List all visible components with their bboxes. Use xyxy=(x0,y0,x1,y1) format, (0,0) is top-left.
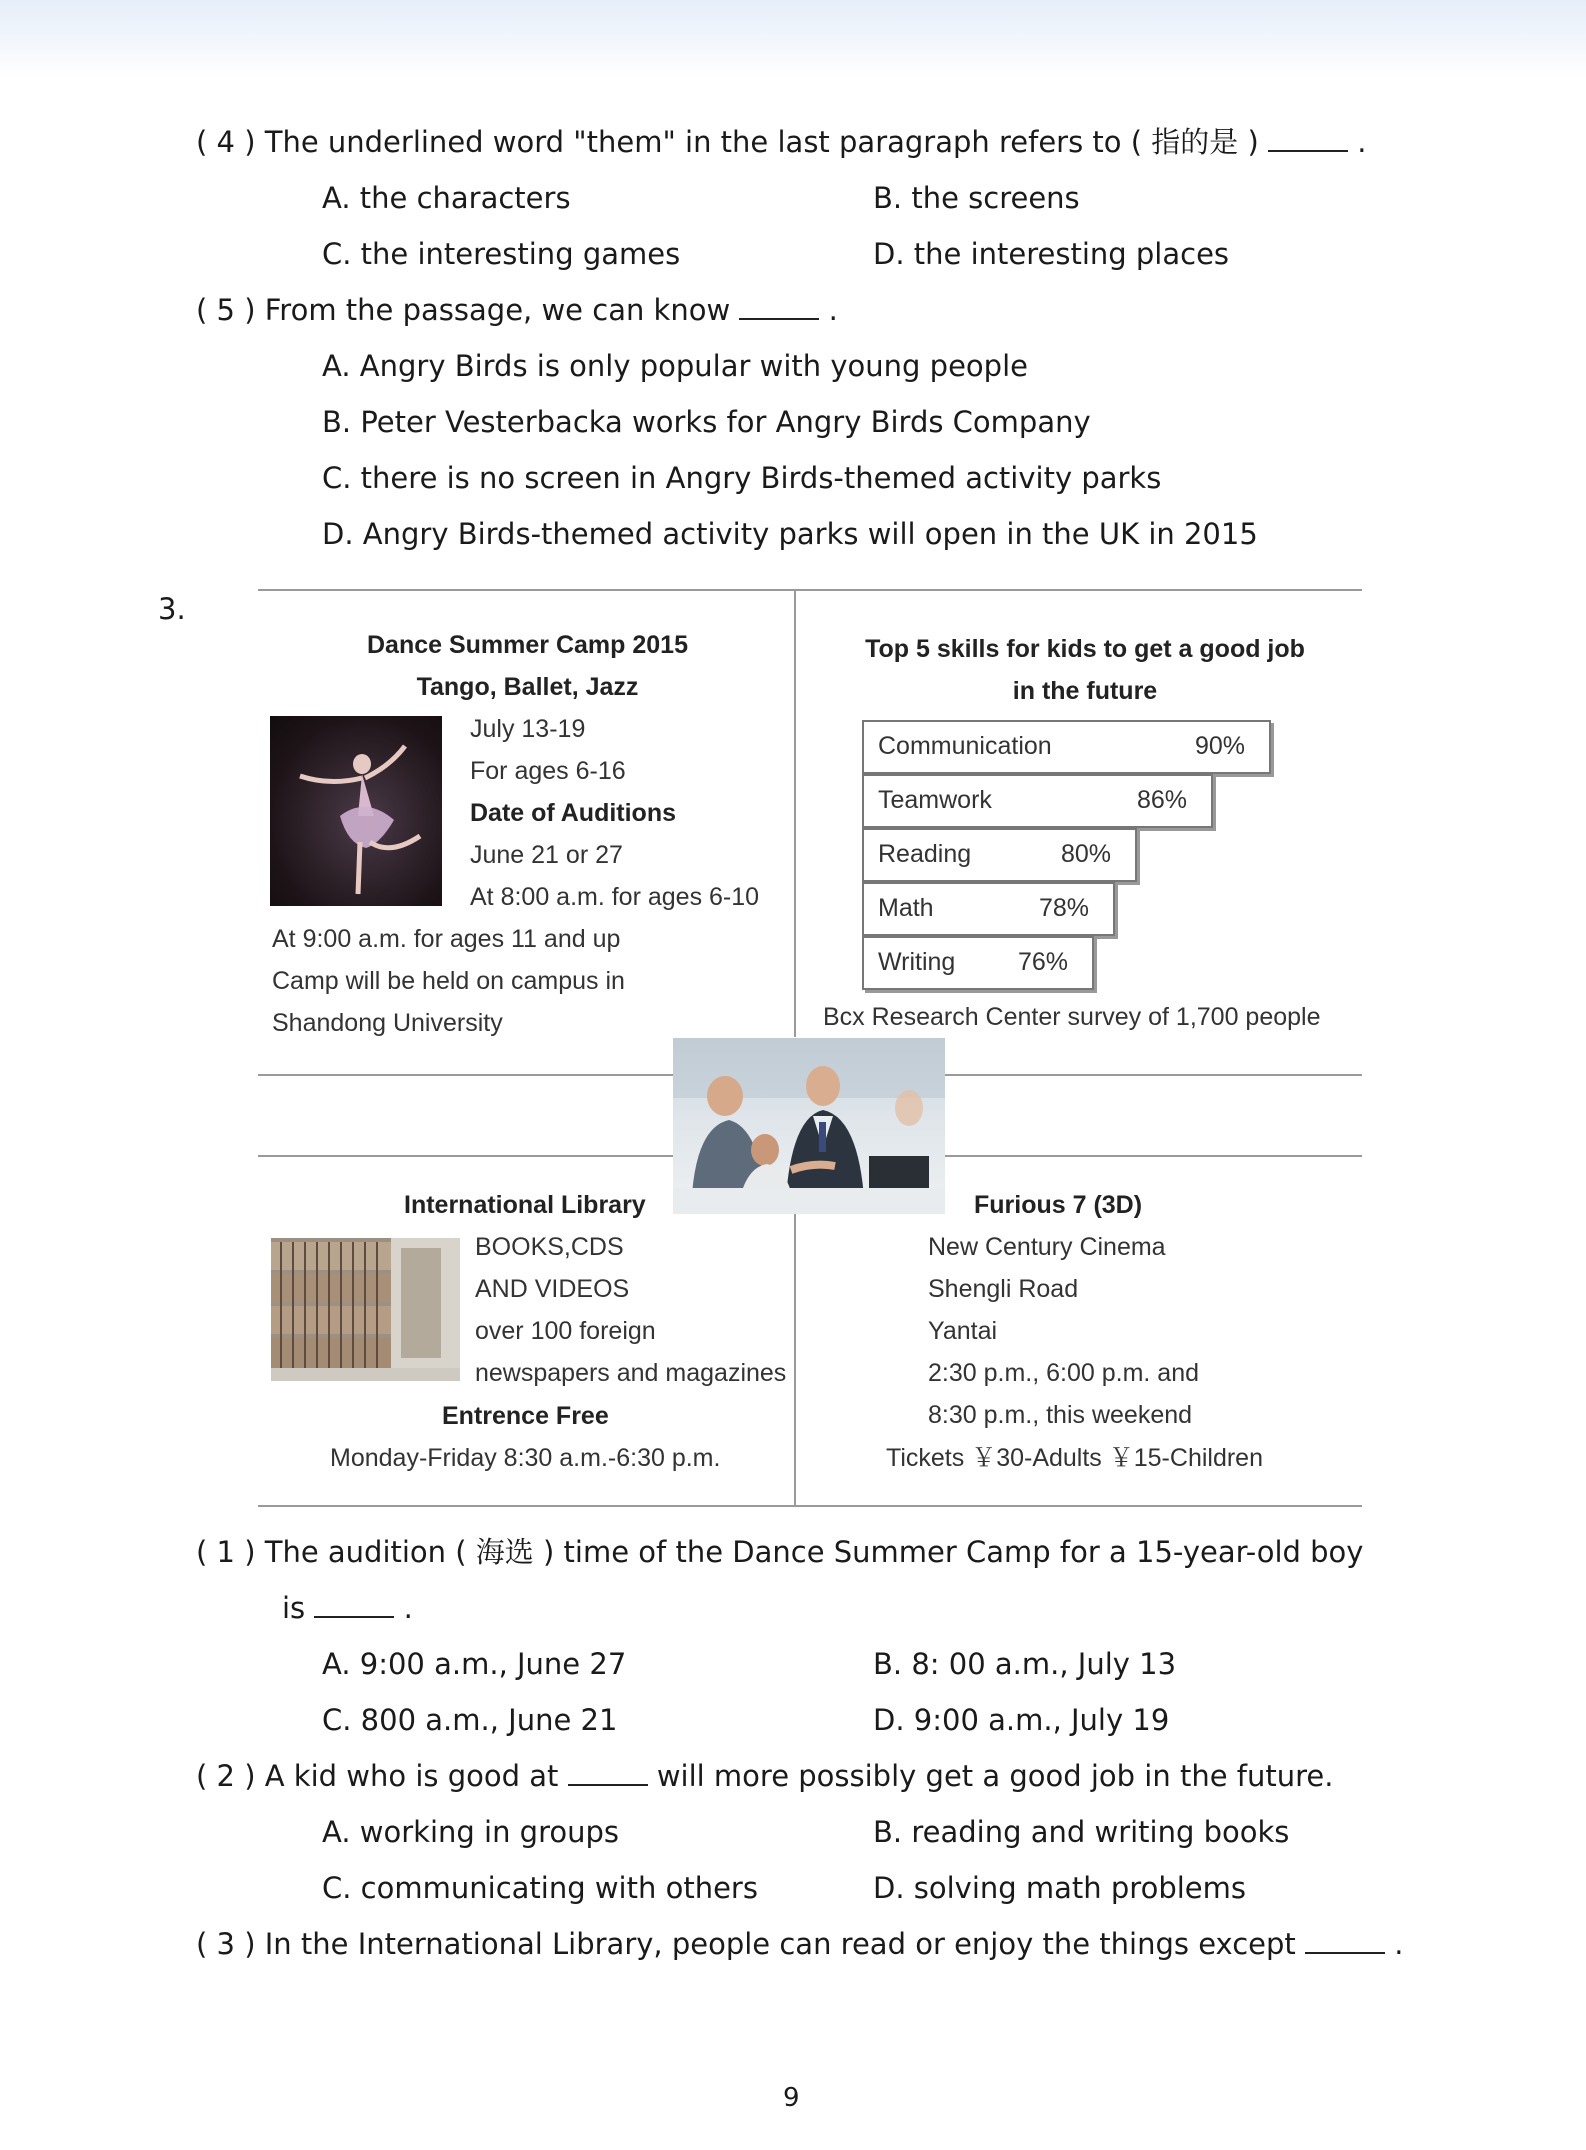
question-stem: From the passage, we can know xyxy=(264,293,731,327)
question-number: ( 4 ) xyxy=(196,125,256,159)
option-b[interactable]: B. 8: 00 a.m., July 13 xyxy=(873,1647,1177,1681)
option-d[interactable]: D. solving math problems xyxy=(873,1871,1246,1905)
section-number: 3. xyxy=(158,592,186,626)
question-stem: A kid who is good at xyxy=(264,1759,559,1793)
question-stem: In the International Library, people can read or enjoy the things except xyxy=(264,1927,1296,1961)
library-title: International Library xyxy=(404,1191,646,1219)
skill-bar-communication xyxy=(862,720,1271,774)
option-c[interactable]: C. communicating with others xyxy=(322,1871,758,1905)
panel-divider xyxy=(794,589,796,1037)
cinema-city: Yantai xyxy=(928,1317,998,1345)
option-c[interactable]: C. there is no screen in Angry Birds-themed activity parks xyxy=(322,461,1162,495)
skill-bar-math xyxy=(862,882,1115,936)
skill-percent: 90% xyxy=(1194,732,1245,760)
question-number: ( 3 ) xyxy=(196,1927,256,1961)
option-a[interactable]: A. Angry Birds is only popular with young people xyxy=(322,349,1028,383)
panel-mid-rule xyxy=(945,1155,1362,1157)
skill-percent: 86% xyxy=(1136,786,1187,814)
panel-bottom-rule xyxy=(258,1505,1362,1507)
question-5: ( 5 ) From the passage, we can know . xyxy=(196,293,838,327)
answer-blank[interactable] xyxy=(1268,126,1348,152)
cinema-road: Shengli Road xyxy=(928,1275,1079,1303)
audition-time-young: At 8:00 a.m. for ages 6-10 xyxy=(470,883,760,911)
library-entrance: Entrence Free xyxy=(442,1402,609,1430)
business-meeting-icon xyxy=(673,1038,945,1214)
question-1 xyxy=(196,1534,1363,1570)
skill-percent: 76% xyxy=(1017,948,1068,976)
skills-title: Top 5 skills for kids to get a good job xyxy=(865,635,1305,663)
option-c[interactable]: C. 800 a.m., June 21 xyxy=(322,1703,618,1737)
question-stem: The underlined word "them" in the last paragraph refers to ( 指的是 ) xyxy=(264,125,1259,159)
question-number: ( 2 ) xyxy=(196,1759,256,1793)
dance-subtitle: Tango, Ballet, Jazz xyxy=(416,673,639,701)
skill-percent: 78% xyxy=(1038,894,1089,922)
question-2: ( 2 ) A kid who is good at will more possibly get a good job in the future. xyxy=(196,1759,1334,1793)
skill-bar-reading xyxy=(862,828,1137,882)
ballerina-photo xyxy=(270,716,442,906)
audition-heading: Date of Auditions xyxy=(470,799,677,827)
audition-time-older: At 9:00 a.m. for ages 11 and up xyxy=(272,925,621,953)
option-b[interactable]: B. the screens xyxy=(873,181,1080,215)
library-photo xyxy=(271,1238,460,1381)
library-line-2: AND VIDEOS xyxy=(475,1275,630,1303)
option-d[interactable]: D. 9:00 a.m., July 19 xyxy=(873,1703,1170,1737)
page-number: 9 xyxy=(783,2083,800,2113)
library-line-4: newspapers and magazines xyxy=(475,1359,787,1387)
showtimes: 2:30 p.m., 6:00 p.m. and xyxy=(928,1359,1199,1387)
camp-venue: Camp will be held on campus in xyxy=(272,967,625,995)
option-c[interactable]: C. the interesting games xyxy=(322,237,681,271)
option-a[interactable]: A. 9:00 a.m., June 27 xyxy=(322,1647,627,1681)
showtimes-2: 8:30 p.m., this weekend xyxy=(928,1401,1193,1429)
skill-label: Math xyxy=(878,894,934,922)
skill-label: Communication xyxy=(878,732,1052,760)
header-band xyxy=(0,0,1586,78)
question-number: ( 5 ) xyxy=(196,293,256,327)
movie-title: Furious 7 (3D) xyxy=(974,1191,1143,1219)
question-4: ( 4 ) The underlined word "them" in the last paragraph refers to ( 指的是 ) . xyxy=(196,125,1367,159)
answer-blank[interactable] xyxy=(739,294,819,320)
question-1-cont: is . xyxy=(282,1591,413,1625)
option-a[interactable]: A. the characters xyxy=(322,181,571,215)
skill-label: Teamwork xyxy=(878,786,992,814)
panel-divider xyxy=(794,1208,796,1505)
panel-mid-rule xyxy=(258,1155,673,1157)
option-d[interactable]: D. the interesting places xyxy=(873,237,1230,271)
option-d[interactable]: D. Angry Birds-themed activity parks will open in the UK in 2015 xyxy=(322,517,1258,551)
library-line-3: over 100 foreign xyxy=(475,1317,656,1345)
ballerina-icon xyxy=(270,716,442,906)
answer-blank[interactable] xyxy=(314,1592,394,1618)
answer-blank[interactable] xyxy=(568,1760,648,1786)
dance-title: Dance Summer Camp 2015 xyxy=(367,631,688,659)
survey-source: Bcx Research Center survey of 1,700 people xyxy=(823,1003,1321,1031)
option-b[interactable]: B. Peter Vesterbacka works for Angry Birds Company xyxy=(322,405,1091,439)
skill-percent: 80% xyxy=(1060,840,1111,868)
panel-mid-rule xyxy=(258,1074,673,1076)
library-line-1: BOOKS,CDS xyxy=(475,1233,624,1261)
option-a[interactable]: A. working in groups xyxy=(322,1815,619,1849)
skill-label: Reading xyxy=(878,840,972,868)
panel-top-rule xyxy=(258,589,1362,591)
bookshelf-icon xyxy=(271,1238,460,1381)
dance-dates: July 13-19 xyxy=(470,715,586,743)
skill-bar-teamwork xyxy=(862,774,1213,828)
option-b[interactable]: B. reading and writing books xyxy=(873,1815,1290,1849)
question-number: ( 1 ) xyxy=(196,1535,256,1569)
skills-title-2: in the future xyxy=(1012,677,1158,705)
skill-bar-writing xyxy=(862,936,1094,990)
question-stem: The audition ( 海选 ) time of the Dance Summer Camp for a 15-year-old boy xyxy=(264,1535,1364,1569)
audition-dates: June 21 or 27 xyxy=(470,841,623,869)
camp-venue-name: Shandong University xyxy=(272,1009,503,1037)
answer-blank[interactable] xyxy=(1305,1928,1385,1954)
library-hours: Monday-Friday 8:30 a.m.-6:30 p.m. xyxy=(330,1444,721,1472)
dance-ages: For ages 6-16 xyxy=(470,757,626,785)
ticket-prices: Tickets ￥30-Adults ￥15-Children xyxy=(886,1444,1263,1472)
skill-label: Writing xyxy=(878,948,956,976)
panel-mid-rule xyxy=(945,1074,1362,1076)
meeting-photo xyxy=(673,1038,945,1214)
cinema-name: New Century Cinema xyxy=(928,1233,1166,1261)
question-3: ( 3 ) In the International Library, people can read or enjoy the things except . xyxy=(196,1927,1404,1961)
